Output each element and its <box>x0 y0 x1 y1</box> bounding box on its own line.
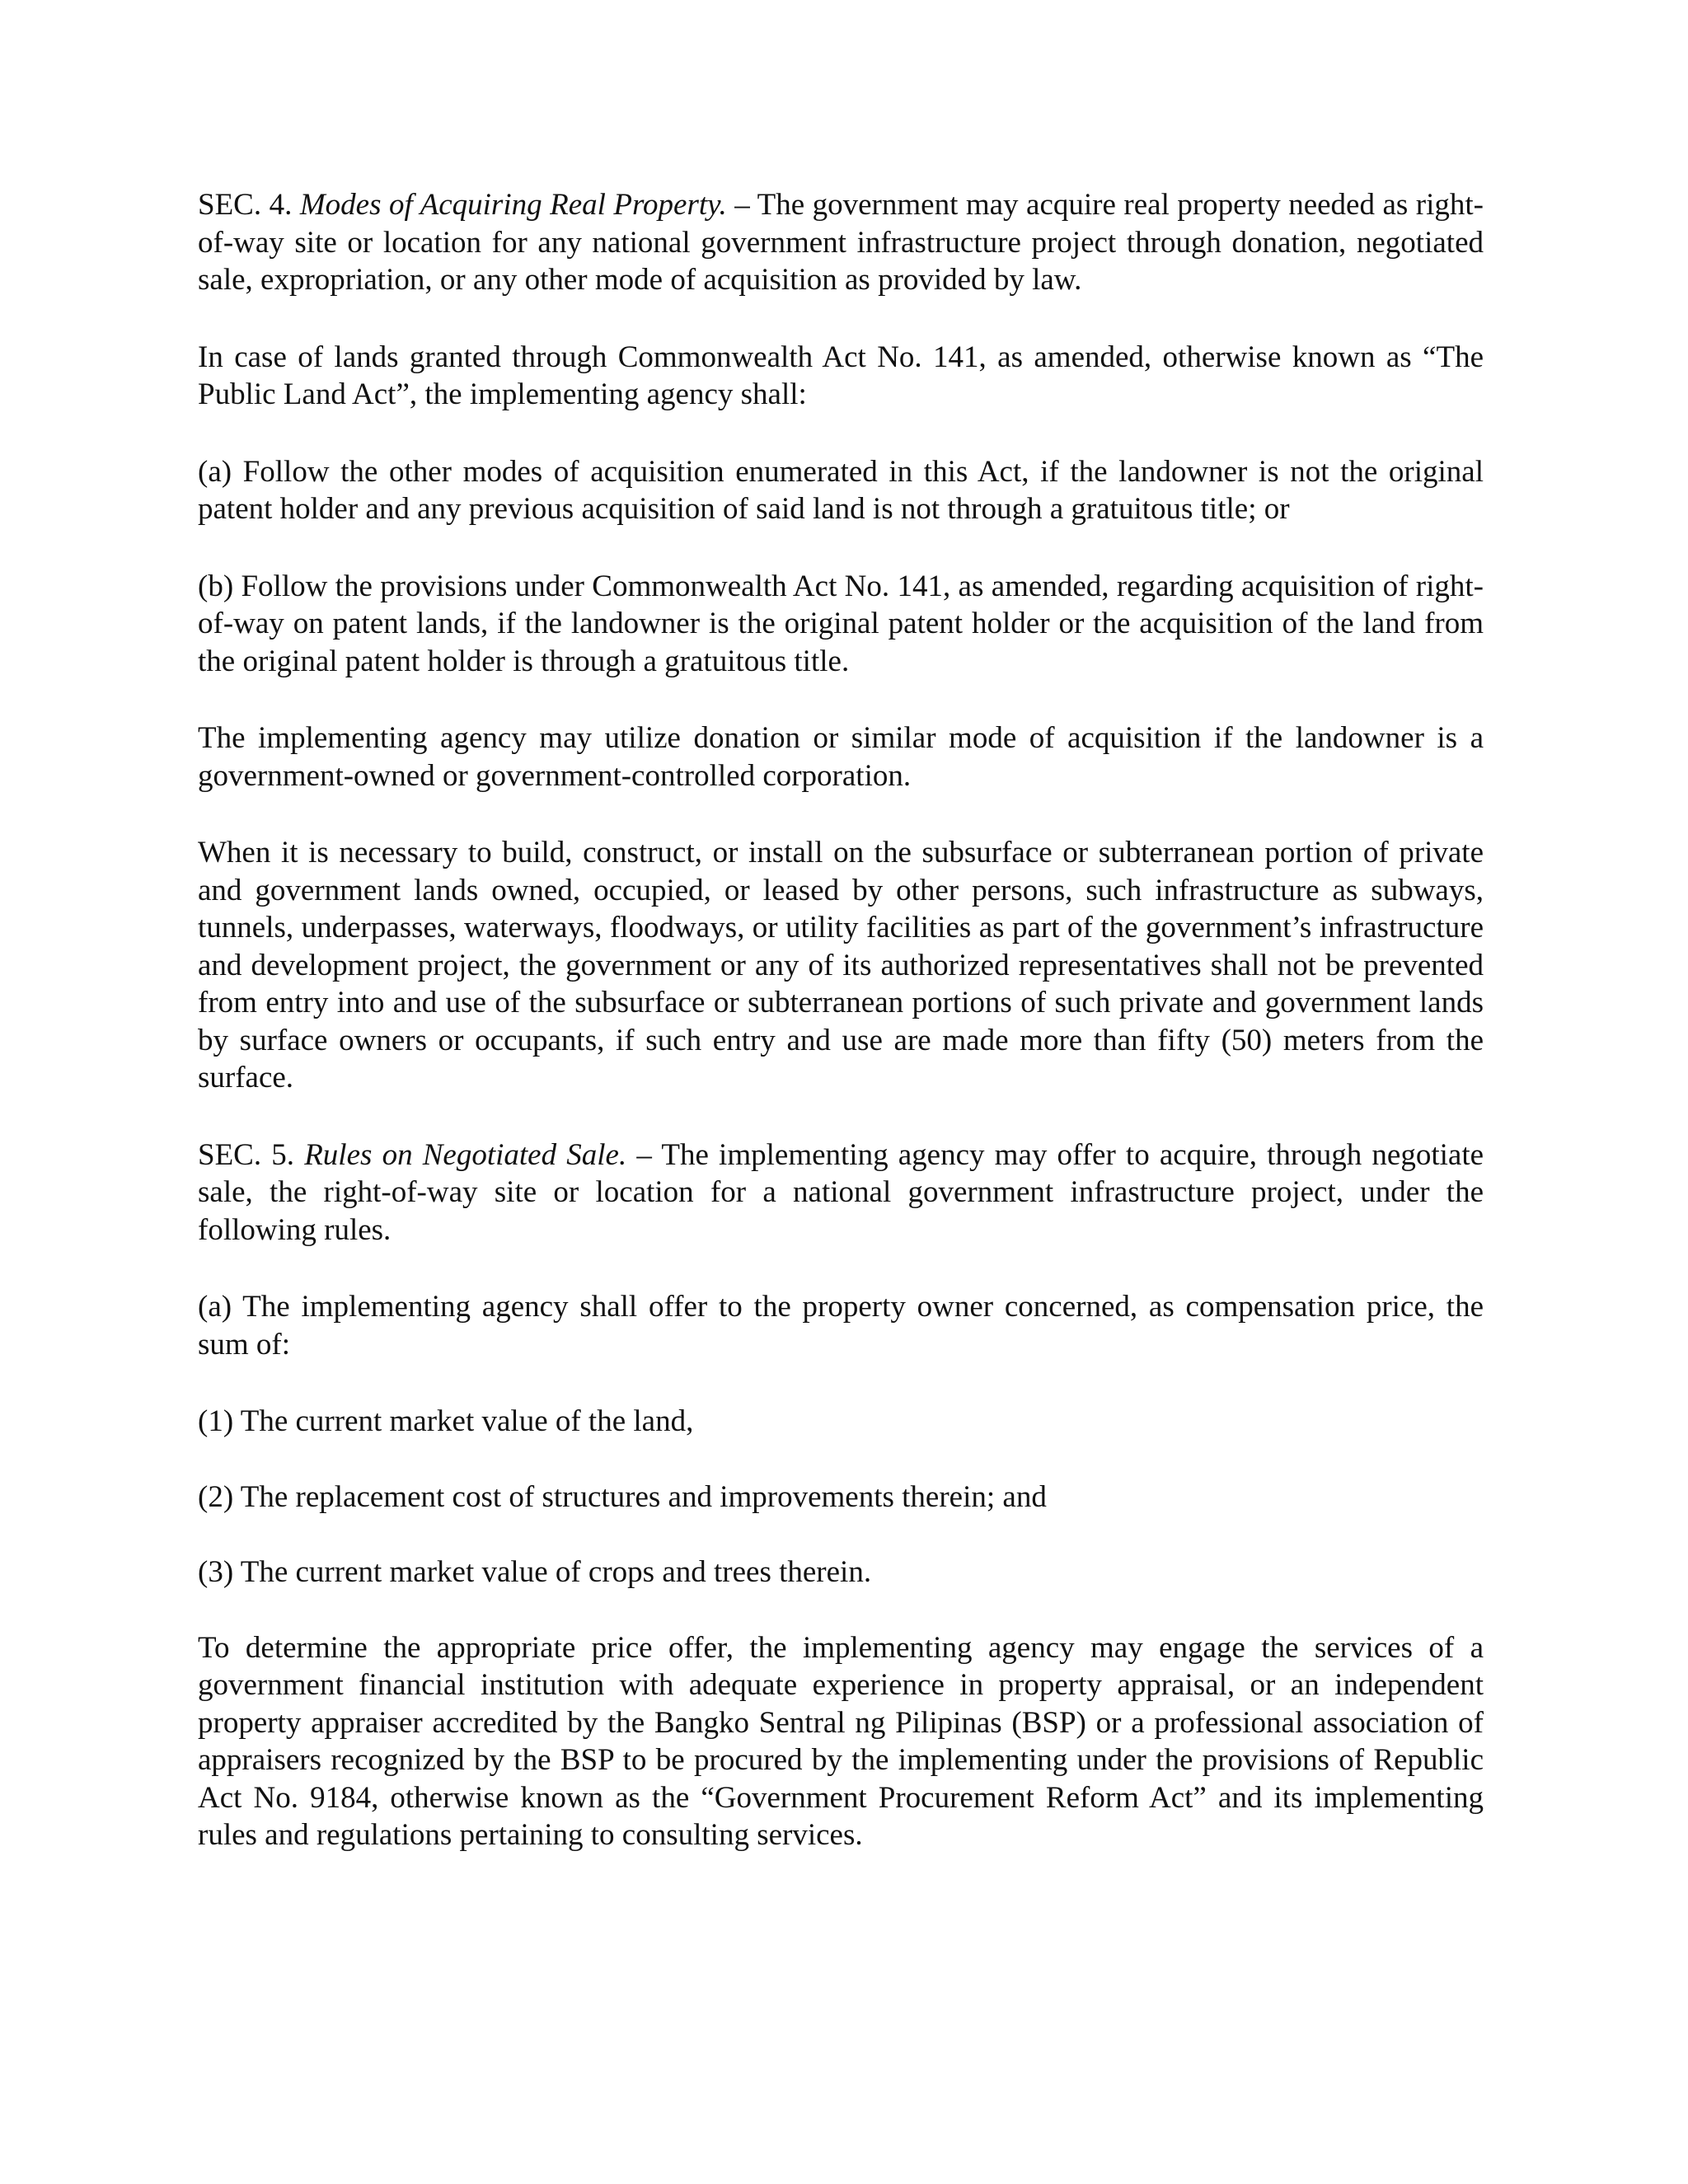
subsurface-paragraph: When it is necessary to build, construct, or install on the subsurface or subterranean portion of private and government lands owned, occupied, or leased by other persons, such infrastructure as subways, tunnels, underpasses, waterways, floodways, or utility facilities as part of the government’s infrastructure and development project, the government or any of its authorized representatives shall not be prevented from entry into and use of the subsurface or subterranean portions of such private and government lands by surface owners or occupants, if such entry and use are made more than fifty (50) meters from the surface. <box>198 836 1484 1094</box>
sec5-item-2: (2) The replacement cost of structures and improvements therein; and <box>198 1479 1047 1514</box>
sec4-paragraph <box>198 186 1484 299</box>
clause-b-paragraph: (b) Follow the provisions under Commonwealth Act No. 141, as amended, regarding acquisition of right-of-way on patent lands, if the landowner is the original patent holder or the acquisition of the land from the original patent holder is through a gratuitous title. <box>198 569 1484 678</box>
clause-a-paragraph: (a) Follow the other modes of acquisition enumerated in this Act, if the landowner is not the original patent holder and any previous acquisition of said land is not through a gratuitous title; or <box>198 454 1484 526</box>
sec5-heading: SEC. 5. <box>198 1137 295 1172</box>
sec5-item-3: (3) The current market value of crops and trees therein. <box>198 1555 872 1589</box>
donation-paragraph: The implementing agency may utilize donation or similar mode of acquisition if the landowner is a government-owned or government-controlled corporation. <box>198 721 1484 793</box>
document-page <box>198 186 1484 1894</box>
sec5-paragraph <box>198 1137 1484 1249</box>
sec5-title: Rules on Negotiated Sale. <box>304 1137 627 1172</box>
sec5-clause-a-paragraph: (a) The implementing agency shall offer to the property owner concerned, as compensation price, the sum of: <box>198 1290 1484 1361</box>
sec5-body: – The implementing agency may offer to acquire, through negotiate sale, the right-of-way site or location for a national government infrastructure project, under the following rules. <box>198 1137 1484 1247</box>
sec4-heading: SEC. 4. <box>198 188 293 222</box>
sec4-body: – The government may acquire real property needed as right-of-way site or location for any national government infrastructure project through donation, negotiated sale, expropriation, or any other mode of acquisition as provided by law. <box>198 188 1484 297</box>
sec5-item-1: (1) The current market value of the land, <box>198 1404 694 1438</box>
public-land-paragraph: In case of lands granted through Commonwealth Act No. 141, as amended, otherwise known as “The Public Land Act”, the implementing agency shall: <box>198 340 1484 411</box>
sec4-title: Modes of Acquiring Real Property. <box>299 188 727 222</box>
appraisal-paragraph: To determine the appropriate price offer, the implementing agency may engage the services of a government financial institution with adequate experience in property appraisal, or an independent property appraiser accredited by the Bangko Sentral ng Pilipinas (BSP) or a professional association of appraisers recognized by the BSP to be procured by the implementing under the provisions of Republic Act No. 9184, otherwise known as the “Government Procurement Reform Act” and its implementing rules and regulations pertaining to consulting services. <box>198 1630 1484 1852</box>
